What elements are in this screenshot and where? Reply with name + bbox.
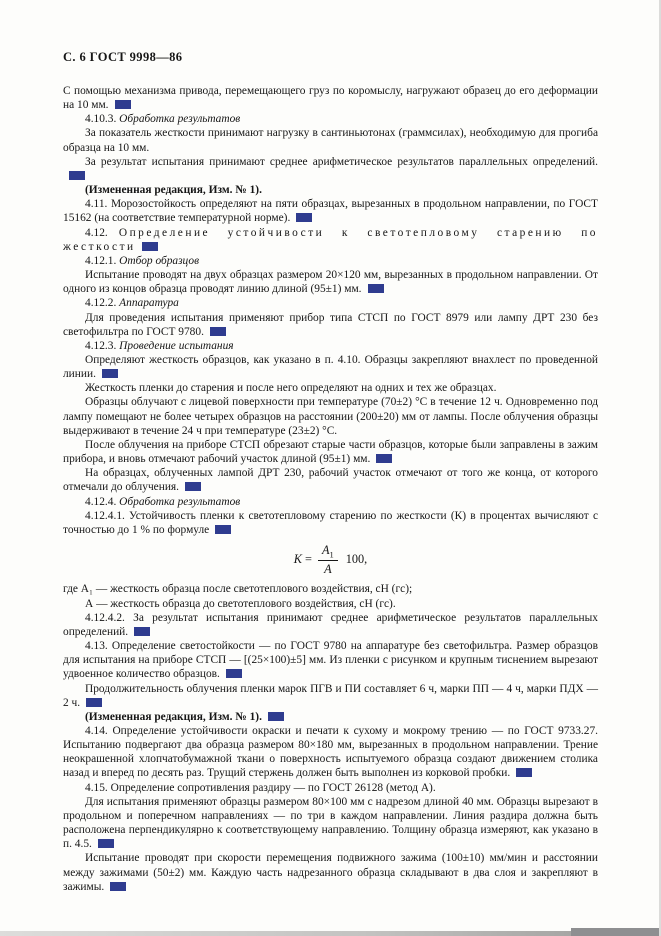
section-title: Определение устойчивости к светотепловому старению по жесткости: [63, 226, 598, 253]
paragraph: [63, 724, 598, 781]
paragraph-text: Продолжительность облучения пленки марок ПГВ и ПИ составляет 6 ч, марки ПП — 4 ч, марки ПДХ — 2 ч.: [63, 682, 598, 709]
paragraph-text: 4.14. Определение устойчивости окраски и печати к сухому и мокрому трению — по ГОСТ 9733.27. Испытанию подвергают два образца размером 80×180 мм, вырезанных в продольном направлении. Трение неокрашенной хлопчатобумажной ткани о поверхность испытуемого образца создают движением столика назад и вперед по десять раз. Трущий стержень должен быть выполнен из корковой пробки.: [63, 725, 598, 780]
section-subheading: [63, 296, 598, 310]
paragraph-text: Определяют жесткость образцов, как указано в п. 4.10. Образцы закрепляют внахлест по проведенной линии.: [63, 353, 598, 381]
section-subheading: [63, 495, 598, 509]
section-number: 4.12.4.: [85, 495, 120, 508]
section-subheading: [63, 339, 598, 353]
formula-numerator-subscript: 1: [329, 549, 334, 560]
highlight-mark: [215, 525, 231, 534]
formula-lhs: К: [293, 552, 302, 567]
section-heading: [63, 226, 598, 254]
paragraph: [63, 126, 598, 154]
highlight-mark: [185, 482, 201, 491]
paragraph-text: Образцы облучают с лицевой поверхности при температуре (70±2) °С в течение 12 ч. Одновременно под лампу помещают не более четырех образцов на расстоянии (200±20) мм от лампы. После облучения образцы выдерживают в течение 24 ч при температуре (23±2) °С.: [63, 396, 598, 437]
paragraph: [63, 582, 598, 596]
page-header: С. 6 ГОСТ 9998—86: [63, 50, 183, 64]
highlight-mark: [516, 768, 532, 777]
paragraph: [63, 268, 598, 296]
amendment-note: [63, 710, 598, 724]
paragraph-text: А — жесткость образца до светотеплового воздействия, сН (гс).: [85, 597, 396, 610]
paragraph-text: После облучения на приборе СТСП обрезают старые части образцов, которые были заправлены в зажим прибора, и вновь отмечают рабочий участок длиной (95±1) мм.: [63, 438, 598, 466]
highlight-mark: [268, 712, 284, 721]
paragraph-text: 4.13. Определение светостойкости — по ГОСТ 9780 на аппаратуре без светофильтра. Размер образцов для испытания на приборе СТСП — [(25×100)±5] мм. Из пленки с рисунком и крупным тиснением вырезают удвоенное количество образцов.: [63, 640, 598, 681]
paragraph-text: где А₁ — жесткость образца после светотеплового воздействия, сН (гс);: [63, 583, 413, 596]
highlight-mark: [134, 627, 150, 636]
section-title: Проведение испытания: [119, 339, 234, 352]
highlight-mark: [115, 100, 131, 109]
paragraph-text: (Измененная редакция, Изм. № 1).: [85, 184, 262, 197]
paragraph: [63, 795, 598, 852]
paragraph: [63, 597, 598, 611]
paragraph: [63, 395, 598, 437]
section-number: 4.10.3.: [85, 113, 120, 126]
highlight-mark: [69, 171, 85, 180]
paragraph-text: С помощью механизма привода, перемещающего груз по коромыслу, нагружают образец до его деформации на 10 мм.: [63, 85, 598, 112]
paragraph: [63, 466, 598, 494]
paragraph: [63, 611, 598, 639]
highlight-mark: [86, 698, 102, 707]
paragraph-text: За показатель жесткости принимают нагрузку в сантиньютонах (граммсилах), необходимую для прогиба образца на 10 мм.: [63, 127, 598, 154]
formula: [63, 543, 598, 577]
highlight-mark: [142, 242, 158, 251]
highlight-mark: [98, 839, 114, 848]
paragraph-text: На образцах, облученных лампой ДРТ 230, рабочий участок отмечают от того же конца, от которого отмечали до облучения.: [63, 467, 598, 494]
paragraph-text: 4.12.4.2. За результат испытания принимают среднее арифметическое результатов параллельных определений.: [63, 611, 598, 638]
formula-numerator-var: А: [321, 543, 330, 557]
document-body: [63, 84, 598, 894]
paragraph-text: 4.12.4.1. Устойчивость пленки к светотепловому старению по жесткости (К) в процентах вычисляют с точностью до 1 % по формуле: [63, 509, 598, 536]
paragraph-text: За результат испытания принимают среднее арифметическое результатов параллельных определений.: [85, 155, 598, 168]
section-subheading: [63, 112, 598, 126]
paragraph: [63, 639, 598, 681]
formula-rhs: 100,: [345, 552, 368, 567]
paragraph-text: 4.11. Морозостойкость определяют на пяти образцах, вырезанных в продольном направлении, по ГОСТ 15162 (на соответствие температурной норме).: [63, 198, 598, 225]
paragraph-text: Для испытания применяют образцы размером 80×100 мм с надрезом длиной 40 мм. Образцы вырезают в продольном и поперечном направлениях — по три в каждом направлении. Линия раздира должна быть расположена перпендикулярно к соответствующему направлению. Толщину образца измеряют, как указано в п. 4.5.: [63, 795, 598, 851]
highlight-mark: [226, 669, 242, 678]
highlight-mark: [110, 882, 126, 891]
section-number: 4.12.3.: [85, 339, 120, 352]
highlight-mark: [210, 327, 226, 336]
paragraph: [63, 311, 598, 339]
highlight-mark: [376, 454, 392, 463]
formula-numerator: [318, 543, 338, 561]
section-title: Аппаратура: [119, 297, 179, 310]
paragraph: [63, 851, 598, 893]
scan-edge-corner: [571, 928, 661, 936]
section-subheading: [63, 254, 598, 268]
section-number: 4.12.2.: [85, 297, 120, 310]
paragraph: [63, 353, 598, 381]
paragraph-text: Жесткость пленки до старения и после него определяют на одних и тех же образцах.: [85, 382, 497, 395]
formula-denominator: А: [324, 562, 332, 577]
section-title: Отбор образцов: [119, 254, 200, 267]
paragraph: [63, 438, 598, 466]
amendment-note: [63, 183, 598, 197]
highlight-mark: [102, 369, 118, 378]
section-title: Обработка результатов: [119, 113, 241, 126]
highlight-mark: [296, 213, 312, 222]
section-title: Обработка результатов: [119, 495, 241, 508]
formula-equals-sign: =: [305, 552, 312, 567]
paragraph: [63, 155, 598, 183]
paragraph-text: Для проведения испытания применяют прибор типа СТСП по ГОСТ 8979 или лампу ДРТ 230 без светофильтра по ГОСТ 9780.: [63, 311, 598, 338]
paragraph-text: Испытание проводят при скорости перемещения подвижного зажима (100±10) мм/мин и расстоянии между зажимами (50±2) мм. Каждую часть надрезанного образца складывают в два слоя и закрепляют в зажимы.: [63, 852, 598, 893]
paragraph: [63, 197, 598, 225]
paragraph: [63, 84, 598, 112]
paragraph: [63, 781, 598, 795]
section-number: 4.12.1.: [85, 254, 120, 267]
paragraph-text: (Измененная редакция, Изм. № 1).: [85, 710, 262, 723]
paragraph: [63, 381, 598, 395]
paragraph-text: Испытание проводят на двух образцах размером 20×120 мм, вырезанных в продольном направлении. От одного из концов образца проводят линию длиной (95±1) мм.: [63, 269, 598, 296]
paragraph-text: 4.15. Определение сопротивления раздиру — по ГОСТ 26128 (метод А).: [85, 781, 436, 794]
formula-fraction: [318, 543, 338, 577]
paragraph: [63, 682, 598, 710]
scan-edge-bottom: [0, 931, 661, 936]
section-number: 4.12.: [85, 226, 119, 239]
highlight-mark: [368, 284, 384, 293]
paragraph: [63, 509, 598, 537]
